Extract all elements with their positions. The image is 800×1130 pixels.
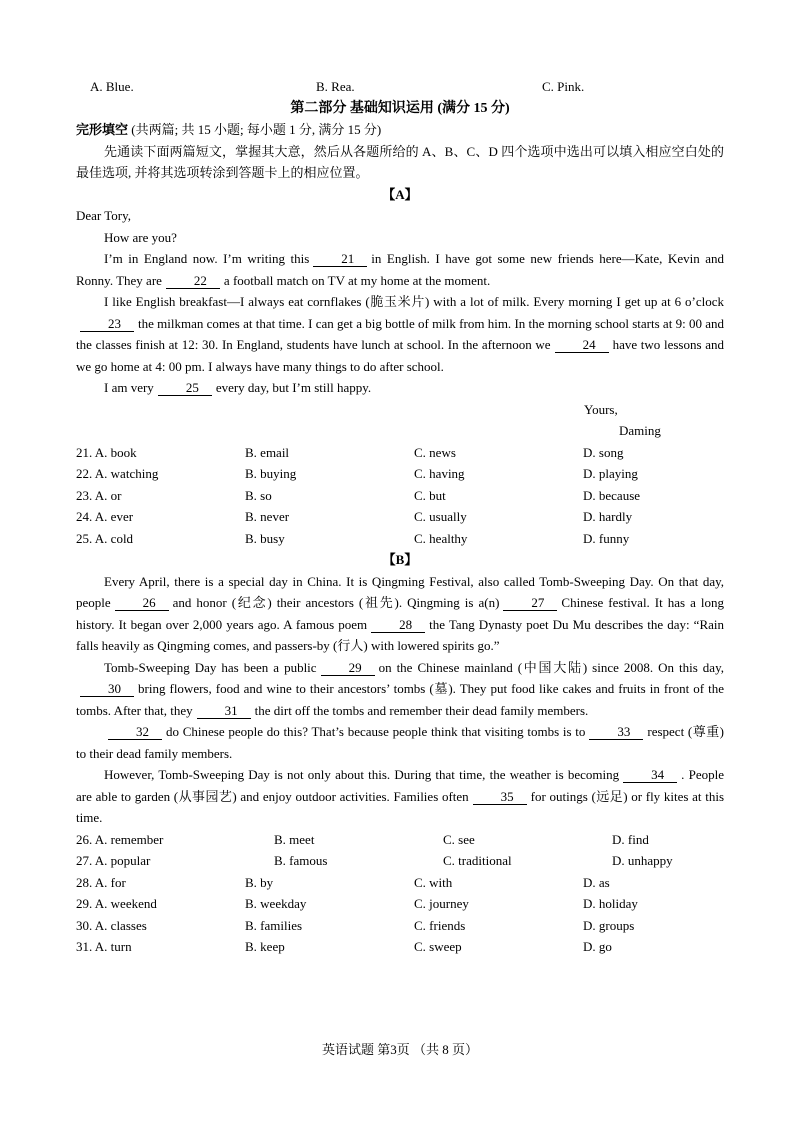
option-row — [76, 829, 724, 851]
text: bring flowers, food and wine to their ancestors’ tombs (墓). They put food like cakes and fruits in front of the tombs. After that, they — [76, 681, 724, 718]
option-row — [76, 506, 724, 528]
option-row — [76, 850, 724, 872]
text: However, Tomb-Sweeping Day is not only about this. During that time, the weather is becoming — [104, 767, 620, 782]
text: . People are able to garden (从事园艺) and enjoy outdoor activities. Families often — [76, 767, 724, 804]
option: B. by — [245, 874, 274, 890]
exam-page — [76, 76, 724, 958]
section-title: 第二部分 基础知识运用 (满分 15 分) — [290, 100, 510, 116]
text: I like English breakfast—I always eat cornflakes (脆玉米片) with a lot of milk. Every morning I get up at 6 o’clock — [104, 294, 724, 309]
passage-a-paragraph-2 — [76, 291, 724, 377]
options-b — [76, 829, 724, 958]
page-footer: 英语试题 第3页 （共 8 页） — [321, 1042, 478, 1057]
option: C. sweep — [414, 939, 462, 954]
text: the milkman comes at that time. I can get a big bottle of milk from him. In the morning school starts at 9: 00 and the classes finish at 12: 30. In England, students have lunch at school. In the afternoon we — [76, 315, 724, 352]
blank-26: 26 — [115, 595, 169, 611]
option: 25. A. cold — [76, 530, 134, 546]
option: B. meet — [274, 831, 315, 847]
blank-21: 21 — [313, 251, 367, 267]
option-row — [76, 872, 724, 894]
letter-signature: Daming — [619, 423, 661, 438]
option: B. famous — [274, 853, 328, 868]
option: D. song — [583, 444, 624, 460]
option: D. groups — [583, 917, 635, 933]
option: 30. A. classes — [76, 917, 147, 933]
option: D. go — [583, 939, 612, 954]
option-row — [76, 915, 724, 937]
option-row — [76, 893, 724, 915]
text: the Tang Dynasty poet Du Mu describes the day: “Rain falls heavily as Qingming comes, and passers-by (行人) with lowered spirits go.” — [76, 616, 724, 653]
cloze-title: 完形填空 — [76, 122, 129, 137]
option: B. weekday — [245, 896, 307, 911]
option: 21. A. book — [76, 444, 137, 460]
option: B. email — [245, 444, 290, 460]
option: D. hardly — [583, 509, 633, 524]
option-row — [76, 936, 724, 958]
option: C. journey — [414, 896, 469, 911]
option: 26. A. remember — [76, 831, 164, 847]
letter-greeting: Dear Tory, — [76, 208, 132, 223]
option: B. families — [245, 917, 303, 933]
option-row — [76, 528, 724, 550]
blank-28: 28 — [371, 617, 425, 633]
option: B. so — [245, 487, 272, 503]
option: C. friends — [414, 917, 466, 933]
option: D. find — [612, 831, 649, 847]
text: for outings (远足) or fly kites at this time. — [76, 788, 725, 825]
option: 22. A. watching — [76, 466, 159, 481]
blank-22: 22 — [166, 273, 220, 289]
text: do Chinese people do this? That’s because people think that visiting tombs is to — [166, 724, 586, 739]
text: on the Chinese mainland (中国大陆) since 2008. On this day, — [378, 659, 724, 675]
text: and honor (纪念) their ancestors (祖先). Qingming is a(n) — [172, 595, 500, 610]
passage-b-paragraph-3 — [76, 721, 724, 764]
text: the dirt off the tombs and remember their dead family members. — [254, 702, 589, 718]
text: every day, but I’m still happy. — [215, 380, 372, 395]
option: D. holiday — [583, 896, 638, 911]
text: I am very — [104, 380, 154, 395]
option: C. news — [414, 444, 456, 460]
blank-23: 23 — [80, 316, 134, 332]
option: D. as — [583, 874, 610, 890]
passage-b-label: 【B】 — [382, 552, 418, 567]
option-row — [76, 485, 724, 507]
option: A. Blue. — [90, 79, 134, 94]
blank-27: 27 — [503, 595, 557, 611]
option: D. funny — [583, 530, 630, 546]
blank-25: 25 — [158, 380, 212, 396]
cloze-note: (共两篇; 共 15 小题; 每小题 1 分, 满分 15 分) — [131, 122, 382, 137]
option: C. see — [443, 831, 475, 847]
text: have two lessons and we go home at 4: 00 pm. I always have many things to do after school. — [76, 337, 724, 374]
option: 24. A. ever — [76, 509, 134, 524]
option-row — [76, 442, 724, 464]
option: D. because — [583, 487, 641, 503]
blank-31: 31 — [197, 703, 251, 719]
option: 29. A. weekend — [76, 896, 157, 911]
option: C. usually — [414, 509, 467, 524]
option: 31. A. turn — [76, 939, 132, 954]
passage-b-paragraph-2 — [76, 657, 724, 722]
passage-b-paragraph-4 — [76, 764, 724, 829]
option: 28. A. for — [76, 874, 126, 890]
option: B. Rea. — [316, 79, 355, 94]
passage-a-paragraph-1 — [76, 248, 724, 291]
blank-29: 29 — [321, 660, 375, 676]
option: 27. A. popular — [76, 853, 151, 868]
text: I’m in England now. I’m writing this — [104, 251, 310, 266]
passage-b-paragraph-1 — [76, 571, 724, 657]
blank-30: 30 — [80, 681, 134, 697]
option: D. unhappy — [612, 853, 673, 868]
cloze-instruction: 先通读下面两篇短文，掌握其大意，然后从各题所给的 A、B、C、D 四个选项中选出可以填入相应空白处的最佳选项, 并将其选项转涂到答题卡上的相应位置。 — [76, 143, 724, 180]
text: Every April, there is a special day in China. It is Qingming Festival, also called Tomb-Sweeping Day. On that day, people — [76, 573, 724, 610]
text: Chinese festival. It has a long history. It began over 2,000 years ago. A famous poem — [76, 595, 724, 632]
text: a football match on TV at my home at the moment. — [223, 272, 491, 288]
blank-35: 35 — [473, 789, 527, 805]
blank-32: 32 — [108, 724, 162, 740]
option: C. Pink. — [542, 79, 585, 94]
passage-a-label: 【A】 — [382, 186, 418, 202]
passage-a-paragraph-3 — [76, 377, 724, 399]
option: B. keep — [245, 939, 285, 954]
option: 23. A. or — [76, 487, 122, 503]
option: C. traditional — [443, 853, 512, 868]
option: C. having — [414, 466, 465, 481]
blank-34: 34 — [623, 767, 677, 783]
option-row — [76, 463, 724, 485]
option: C. but — [414, 487, 446, 503]
previous-question-options — [76, 76, 724, 98]
text: respect (尊重) to their dead family members. — [76, 724, 724, 761]
options-a — [76, 442, 724, 550]
cloze-heading — [76, 119, 724, 141]
text: in English. I have got some new friends here—Kate, Kevin and Ronny. They are — [76, 251, 724, 288]
blank-24: 24 — [555, 337, 609, 353]
option: C. healthy — [414, 530, 468, 546]
option: D. playing — [583, 466, 638, 481]
letter-closing: Yours, — [584, 401, 618, 417]
option: B. never — [245, 509, 290, 524]
option: B. buying — [245, 466, 297, 481]
text: Tomb-Sweeping Day has been a public — [104, 659, 317, 675]
option: C. with — [414, 874, 453, 890]
blank-33: 33 — [589, 724, 643, 740]
option: B. busy — [245, 530, 285, 546]
letter-line: How are you? — [104, 229, 177, 245]
